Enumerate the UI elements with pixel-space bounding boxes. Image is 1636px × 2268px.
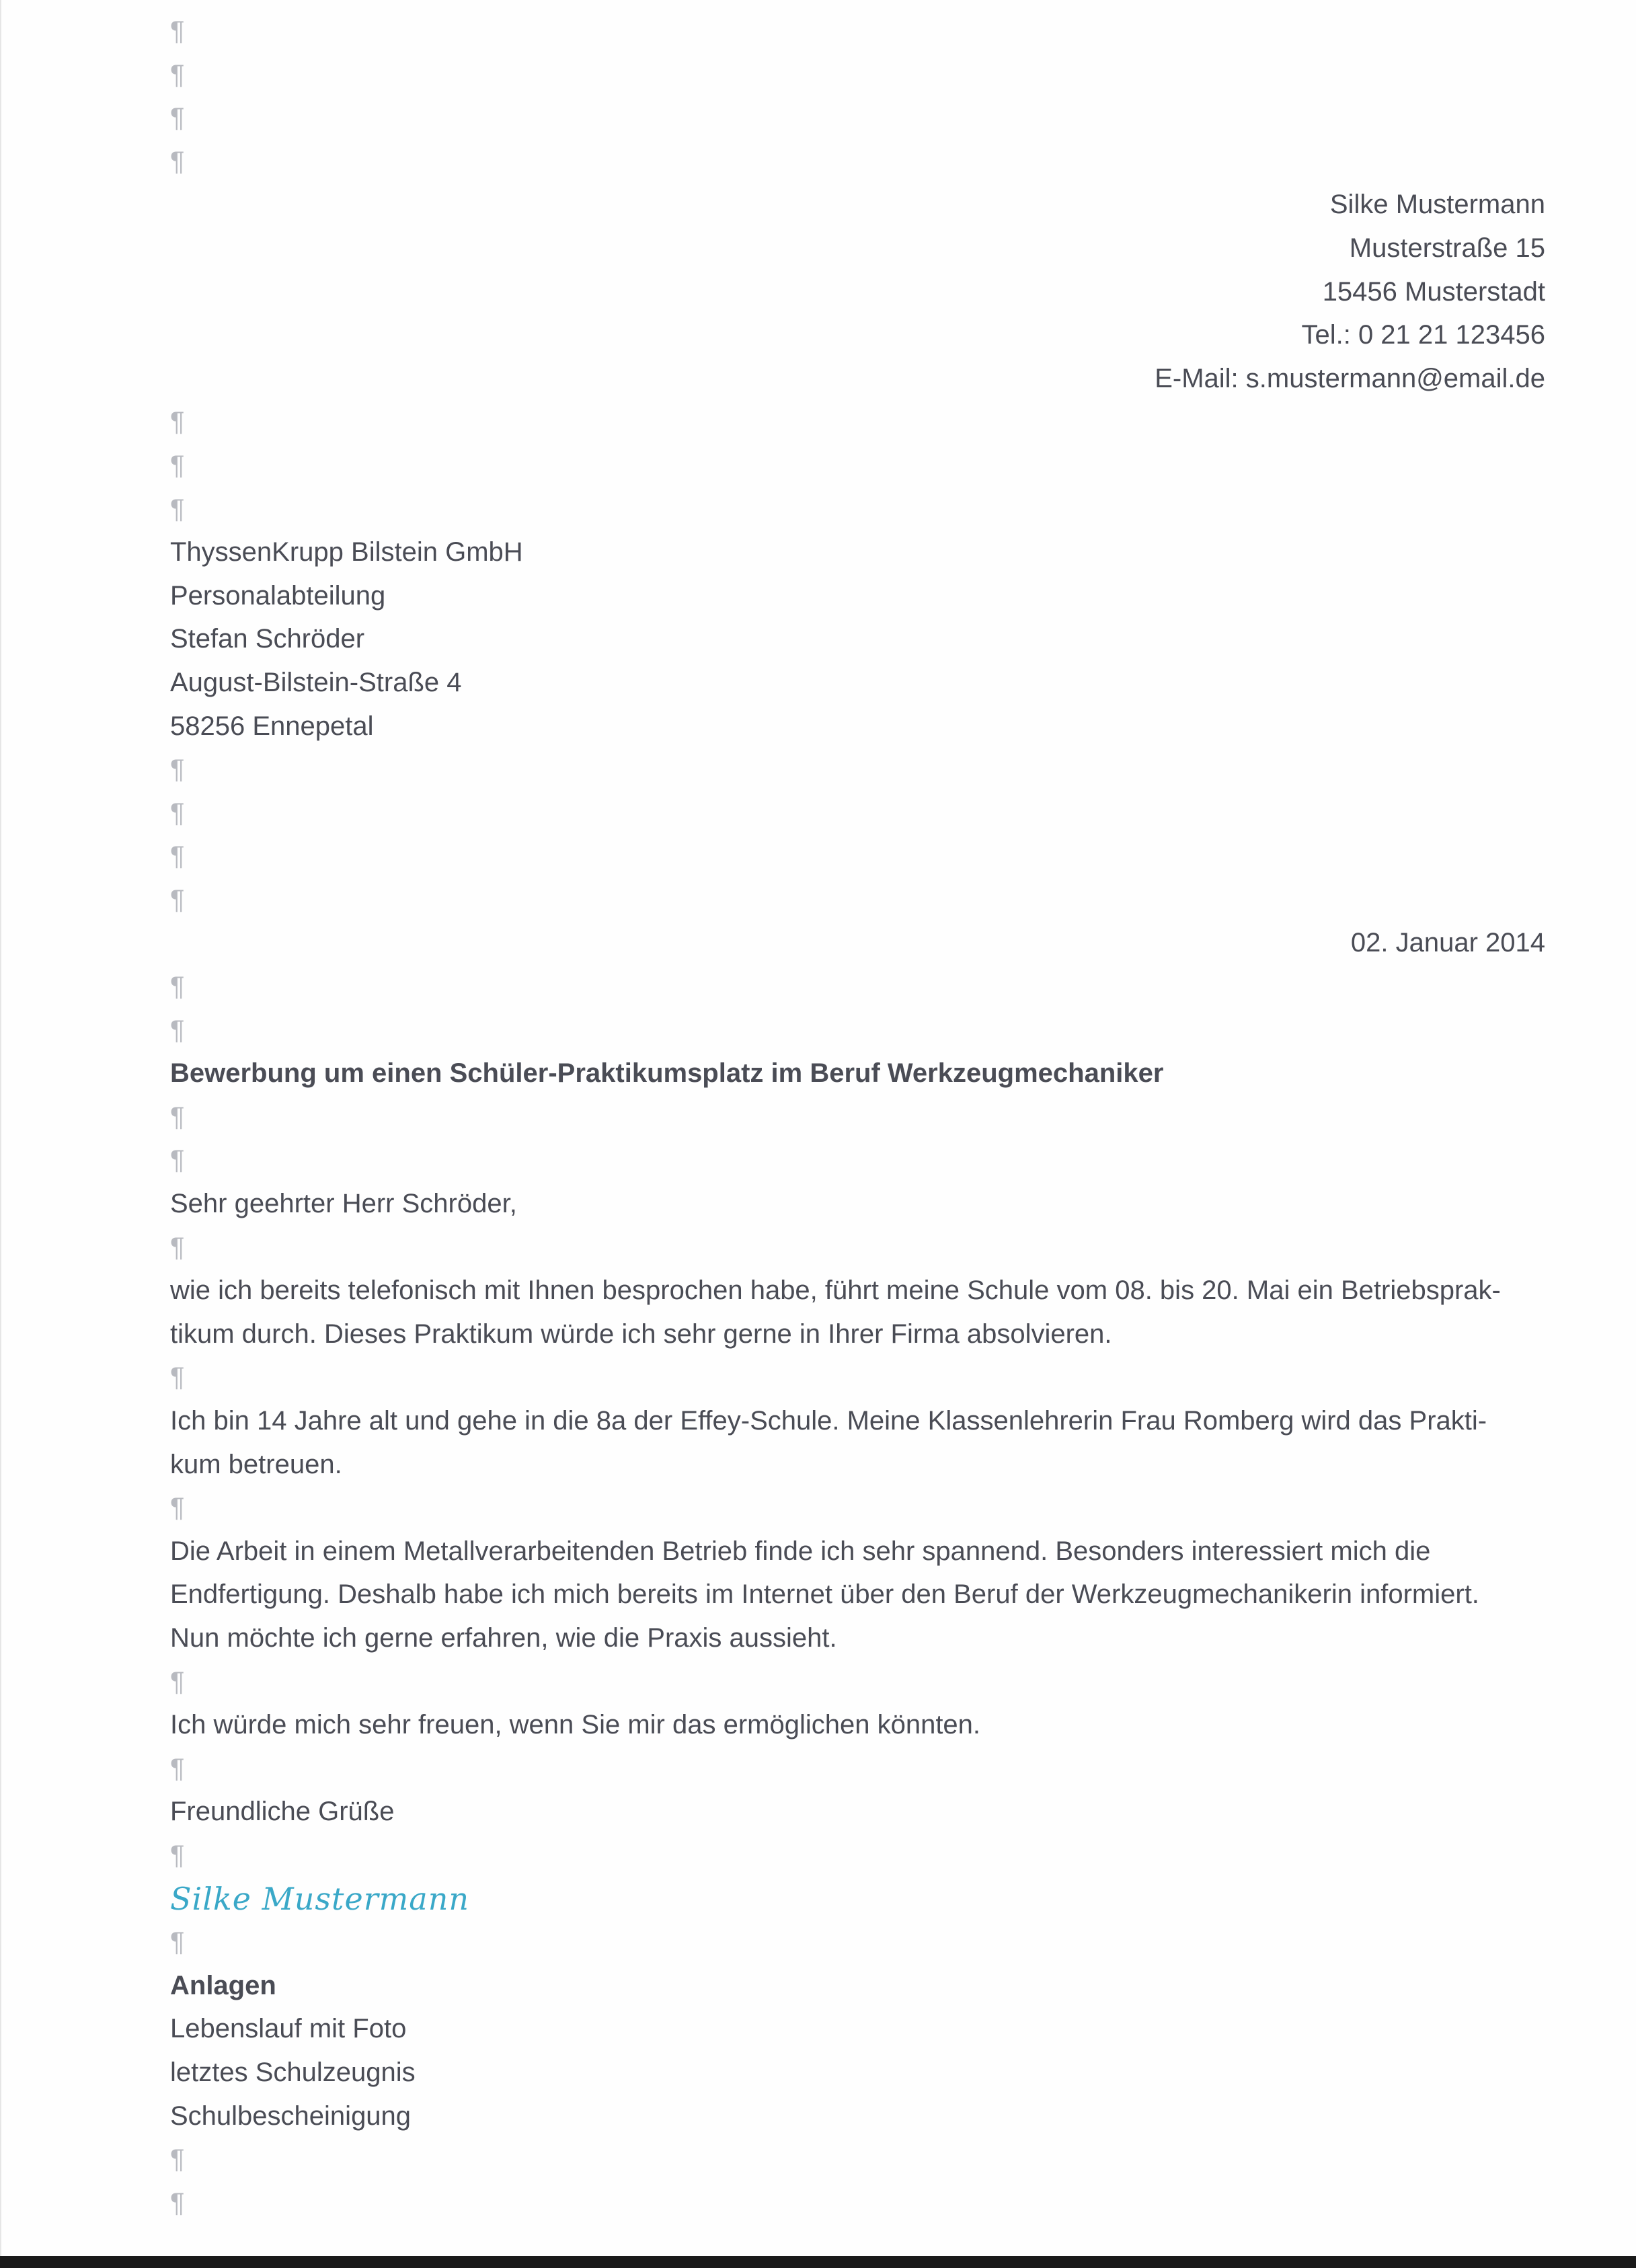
letter-subject: Bewerbung um einen Schüler-Praktikumsplatz im Beruf Werkzeugmechaniker — [170, 1058, 1164, 1089]
recipient-street: August-Bilstein-Straße 4 — [170, 667, 462, 697]
body-line: kum betreuen. — [170, 1449, 342, 1479]
sender-street: Musterstraße 15 — [1349, 233, 1545, 263]
paragraph-mark: ¶ — [170, 450, 185, 480]
attachment-item: Lebenslauf mit Foto — [170, 2014, 407, 2044]
body-line: tikum durch. Dieses Praktikum würde ich sehr gerne in Ihrer Firma absolvieren. — [170, 1319, 1112, 1349]
handwritten-signature: Silke Mustermann — [170, 1880, 469, 1917]
recipient-department: Personalabteilung — [170, 580, 386, 611]
attachments-block — [170, 1964, 1545, 2138]
paragraph-mark: ¶ — [170, 1493, 185, 1523]
body-line: Ich bin 14 Jahre alt und gehe in die 8a der Effey-Schule. Meine Klassenlehrerin Frau Romberg wird das Prakti- — [170, 1406, 1487, 1436]
paragraph-mark: ¶ — [170, 884, 185, 914]
paragraph-mark: ¶ — [170, 407, 185, 437]
page-edge — [0, 0, 1, 2256]
paragraph-mark: ¶ — [170, 1753, 185, 1783]
body-line: Endfertigung. Deshalb habe ich mich bereits im Internet über den Beruf der Werkzeugmechanikerin informiert. — [170, 1579, 1479, 1610]
body-paragraph-2 — [170, 1399, 1545, 1486]
paragraph-mark: ¶ — [170, 146, 185, 176]
paragraph-mark: ¶ — [170, 59, 185, 89]
paragraph-mark: ¶ — [170, 1362, 185, 1393]
paragraph-mark: ¶ — [170, 103, 185, 133]
paragraph-mark: ¶ — [170, 797, 185, 828]
paragraph-mark: ¶ — [170, 1840, 185, 1870]
paragraph-mark: ¶ — [170, 841, 185, 871]
paragraph-mark: ¶ — [170, 2187, 185, 2218]
attachment-item: letztes Schulzeugnis — [170, 2057, 416, 2087]
sender-block — [170, 183, 1545, 400]
body-paragraph-4 — [170, 1703, 1545, 1747]
paragraph-mark: ¶ — [170, 1666, 185, 1696]
letter-content — [170, 9, 1545, 2224]
sender-name: Silke Mustermann — [1329, 190, 1545, 220]
sender-city: 15456 Musterstadt — [1322, 276, 1545, 307]
body-line: Ich würde mich sehr freuen, wenn Sie mir das ermöglichen könnten. — [170, 1710, 981, 1740]
bottom-border — [0, 2256, 1636, 2268]
paragraph-mark: ¶ — [170, 1927, 185, 1957]
attachments-heading: Anlagen — [170, 1970, 276, 2000]
attachment-item: Schulbescheinigung — [170, 2101, 412, 2131]
body-line: Nun möchte ich gerne erfahren, wie die Praxis aussieht. — [170, 1622, 837, 1653]
paragraph-mark: ¶ — [170, 494, 185, 524]
recipient-company: ThyssenKrupp Bilstein GmbH — [170, 537, 523, 568]
paragraph-mark: ¶ — [170, 1101, 185, 1132]
paragraph-mark: ¶ — [170, 754, 185, 785]
paragraph-mark: ¶ — [170, 972, 185, 1002]
recipient-city: 58256 Ennepetal — [170, 711, 374, 741]
recipient-block — [170, 531, 1545, 748]
paragraph-mark: ¶ — [170, 1232, 185, 1262]
closing: Freundliche Grüße — [170, 1797, 395, 1827]
salutation: Sehr geehrter Herr Schröder, — [170, 1189, 517, 1219]
paragraph-mark: ¶ — [170, 16, 185, 46]
body-line: Die Arbeit in einem Metallverarbeitenden Betrieb finde ich sehr spannend. Besonders interessiert mich die — [170, 1536, 1431, 1566]
paragraph-mark: ¶ — [170, 2144, 185, 2175]
paragraph-mark: ¶ — [170, 1145, 185, 1175]
letter-date: 02. Januar 2014 — [1350, 928, 1545, 958]
body-paragraph-3 — [170, 1530, 1545, 1660]
sender-phone: Tel.: 0 21 21 123456 — [1301, 320, 1545, 350]
recipient-person: Stefan Schröder — [170, 624, 365, 654]
body-line: wie ich bereits telefonisch mit Ihnen besprochen habe, führt meine Schule vom 08. bis 20. Mai ein Betriebsprak- — [170, 1276, 1501, 1306]
paragraph-mark: ¶ — [170, 1015, 185, 1045]
body-paragraph-1 — [170, 1269, 1545, 1356]
sender-email: E-Mail: s.mustermann@email.de — [1155, 363, 1545, 393]
